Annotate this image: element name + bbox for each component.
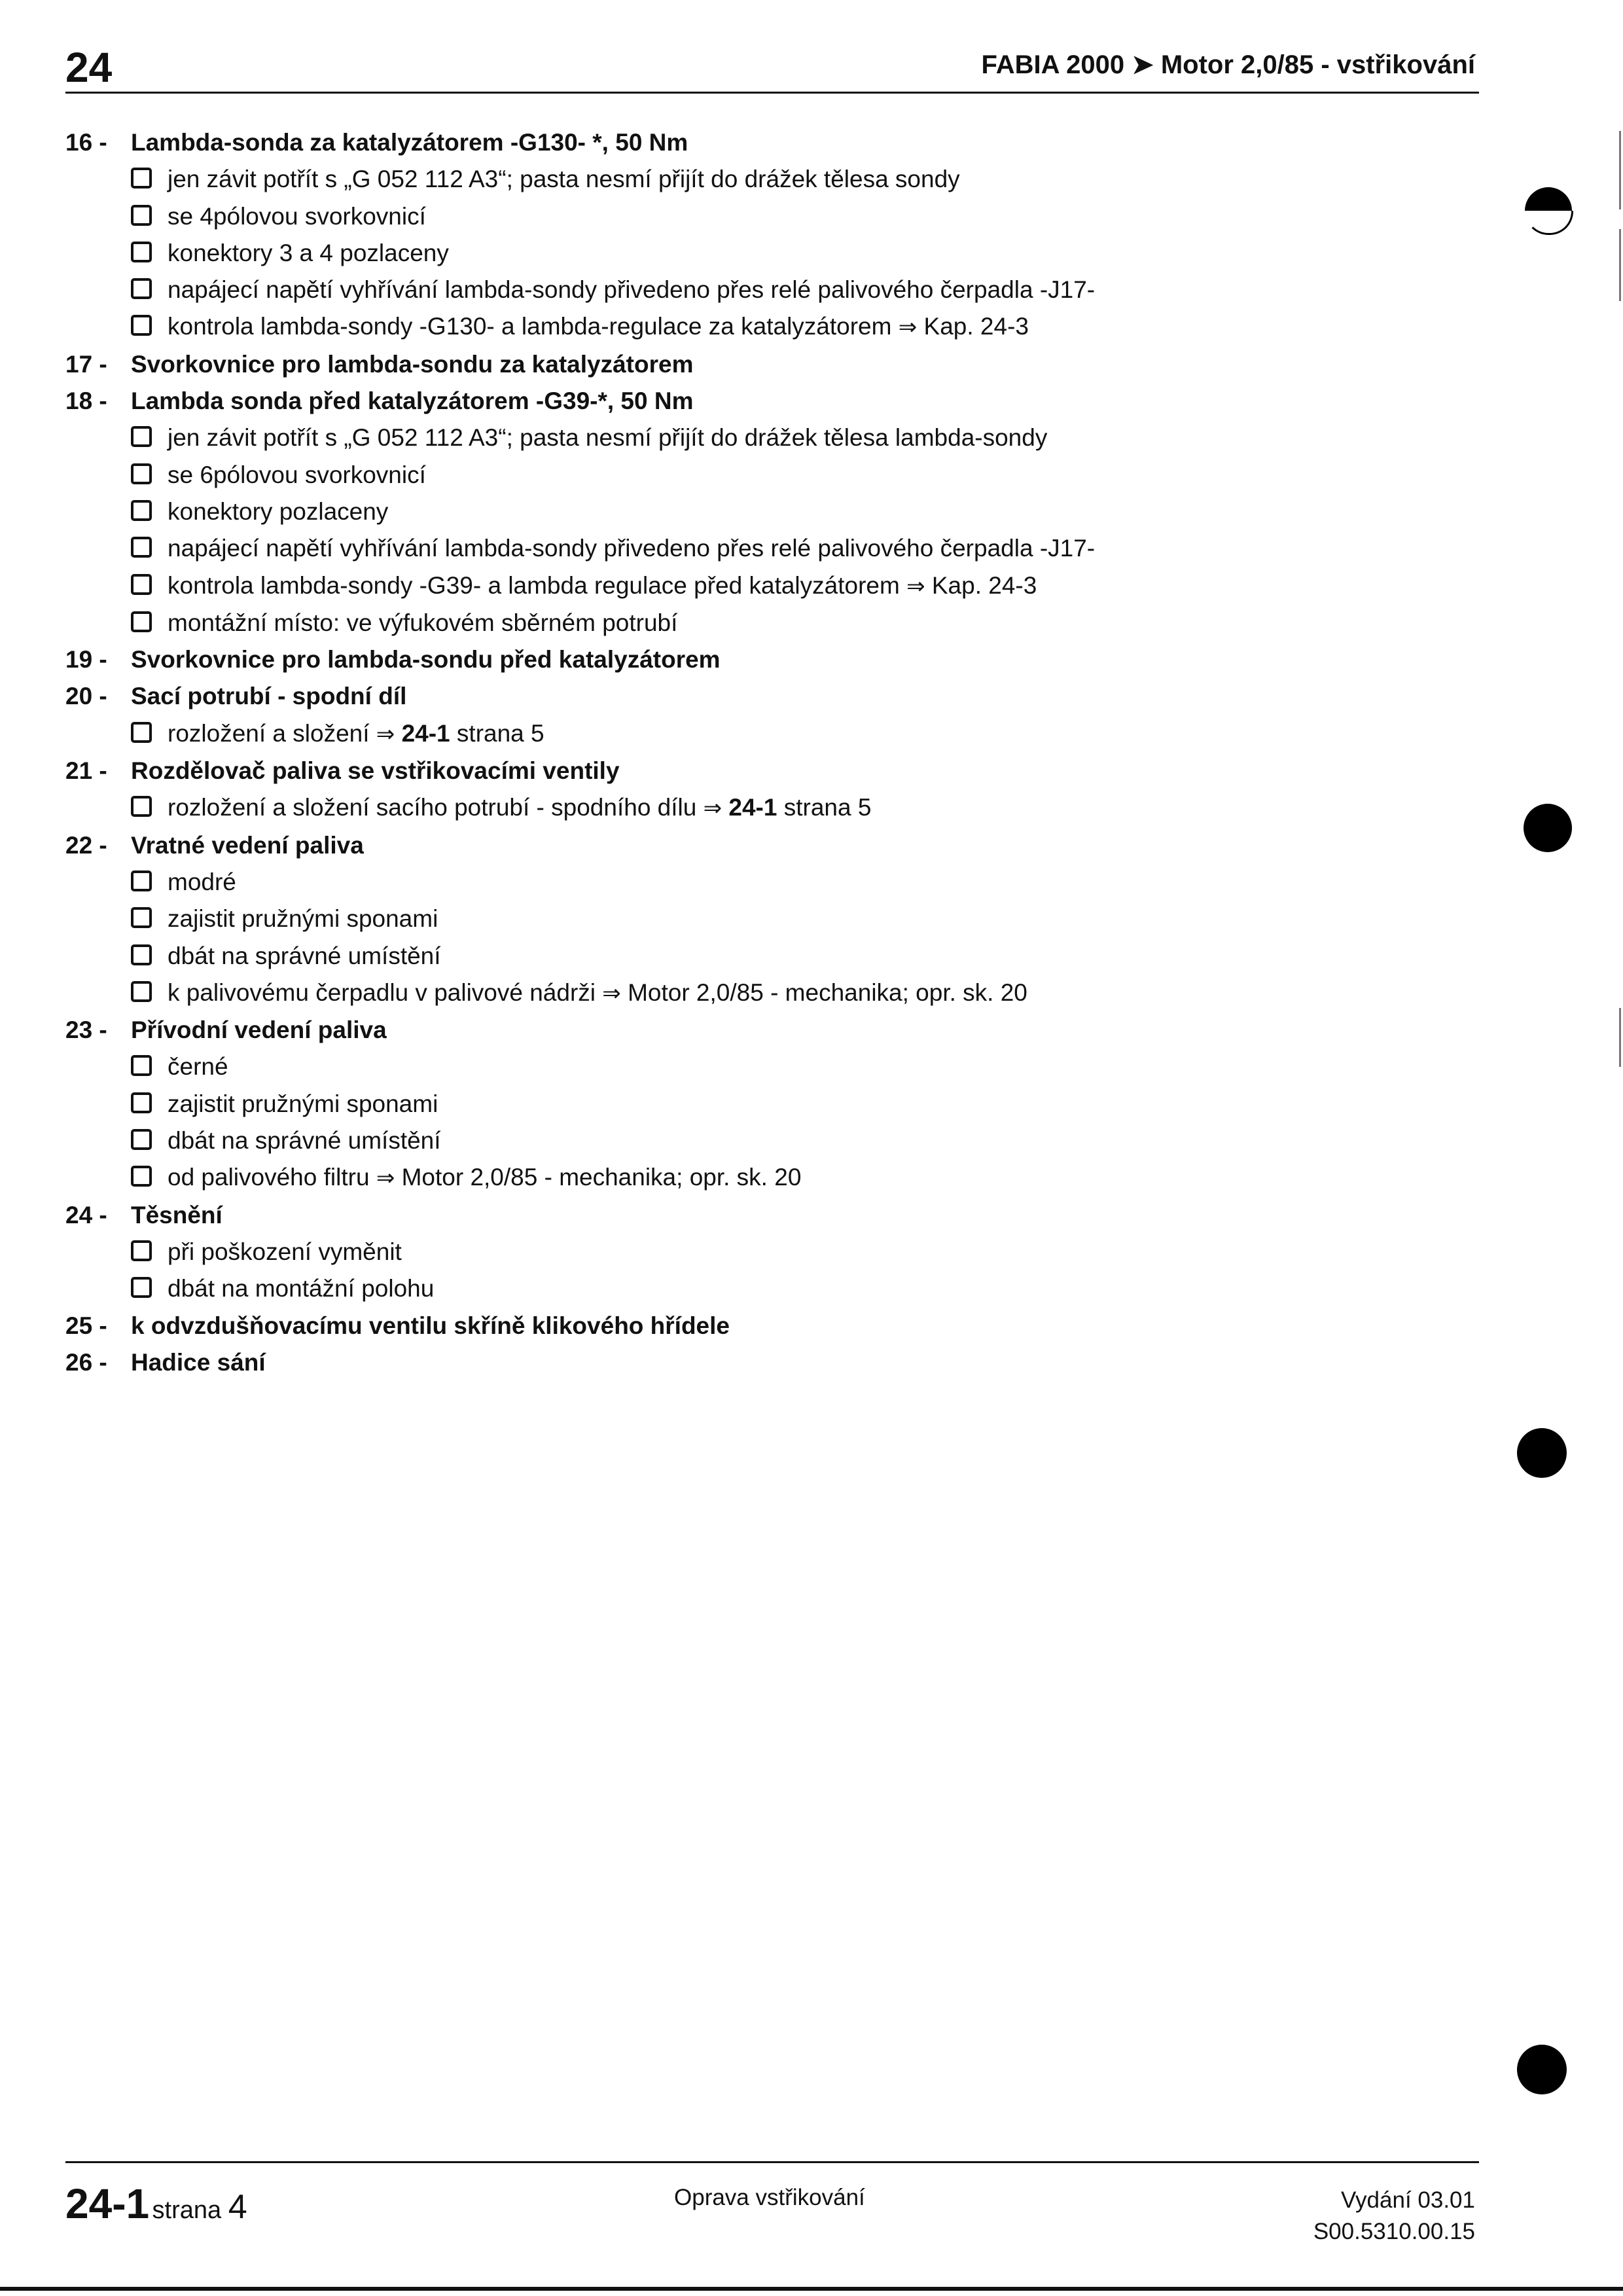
item-title: Sací potrubí - spodní díl [131, 683, 407, 710]
item-number: 16 - [65, 129, 107, 156]
bullet-item [65, 605, 1453, 641]
page-number: 24 [65, 44, 113, 91]
bullet-item [65, 789, 1453, 827]
item-title: Lambda-sonda za katalyzátorem -G130- *, 50 Nm [131, 129, 688, 156]
bullet-item [65, 530, 1453, 567]
list-item [65, 641, 1453, 678]
checkbox-square-icon [131, 168, 152, 188]
footer-edition: Vydání 03.01 [1341, 2187, 1475, 2213]
bullet-item [65, 1122, 1453, 1159]
item-title: Vratné vedení paliva [131, 831, 364, 859]
bullet-item [65, 715, 1453, 753]
bullet-text: konektory pozlaceny [168, 497, 389, 525]
bullet-text: od palivového filtru [168, 1164, 370, 1191]
punch-hole-icon [1524, 804, 1572, 852]
reference-code: 24-1 [401, 719, 450, 747]
bullet-item [65, 938, 1453, 975]
list-item [65, 678, 1453, 715]
bullet-text: montážní místo: ve výfukovém sběrném potrubí [168, 609, 678, 636]
list-item [65, 1344, 1453, 1381]
bullet-text: rozložení a složení sacího potrubí - spodního dílu [168, 794, 697, 821]
checkbox-square-icon [131, 426, 152, 447]
bullet-text: konektory 3 a 4 pozlaceny [168, 239, 449, 266]
item-number: 20 - [65, 683, 107, 710]
item-title: Přívodní vedení paliva [131, 1016, 387, 1044]
bullet-text: zajistit pružnými sponami [168, 905, 438, 933]
bullet-text: dbát na správné umístění [168, 1127, 441, 1155]
bullet-text: černé [168, 1053, 228, 1081]
bullet-item [65, 161, 1453, 198]
checkbox-square-icon [131, 278, 152, 299]
list-item [65, 1197, 1453, 1234]
reference-arrow-icon: ⇒ [906, 573, 925, 600]
reference-code: 24-1 [728, 794, 777, 821]
bullet-item [65, 493, 1453, 530]
bullet-item [65, 272, 1453, 308]
bullet-item [65, 1049, 1453, 1085]
list-item [65, 753, 1453, 789]
bullet-item [65, 235, 1453, 272]
bullet-item [65, 198, 1453, 235]
punch-hole-icon [1517, 1428, 1567, 1478]
checkbox-square-icon [131, 205, 152, 226]
bullet-text: jen závit potřít s „G 052 112 A3“; pasta nesmí přijít do drážek tělesa lambda-sondy [168, 424, 1048, 452]
page-bottom-edge [0, 2287, 1623, 2291]
reference-target: Kap. 24-3 [923, 313, 1029, 340]
bullet-text: rozložení a složení [168, 719, 370, 747]
checkbox-square-icon [131, 722, 152, 743]
reference-target: Kap. 24-3 [931, 571, 1037, 599]
checkbox-square-icon [131, 537, 152, 558]
checkbox-square-icon [131, 1092, 152, 1113]
reference-arrow-icon: ⇒ [602, 980, 621, 1007]
footer-chapter-title: Oprava vstřikování [674, 2185, 865, 2210]
checkbox-square-icon [131, 242, 152, 262]
edge-mark [1619, 131, 1621, 209]
bullet-text: se 4pólovou svorkovnicí [168, 202, 426, 230]
bullet-item [65, 457, 1453, 493]
item-number: 23 - [65, 1016, 107, 1044]
item-number: 22 - [65, 831, 107, 859]
checkbox-square-icon [131, 500, 152, 521]
bullet-text: modré [168, 868, 236, 895]
checkbox-square-icon [131, 1055, 152, 1076]
bullet-text: kontrola lambda-sondy -G130- a lambda-regulace za katalyzátorem [168, 313, 892, 340]
bullet-item [65, 1159, 1453, 1196]
checkbox-square-icon [131, 796, 152, 817]
reference-target: strana 5 [783, 794, 872, 821]
reference-target: Motor 2,0/85 - mechanika; opr. sk. 20 [628, 978, 1027, 1006]
footer-page-ref [65, 2179, 247, 2228]
footer-page-label: strana 4 [152, 2188, 247, 2226]
checkbox-square-icon [131, 611, 152, 632]
bullet-text: jen závit potřít s „G 052 112 A3“; pasta nesmí přijít do drážek tělesa sondy [168, 166, 960, 193]
bullet-item [65, 1270, 1453, 1307]
bullet-text: při poškození vyměnit [168, 1238, 402, 1265]
checkbox-square-icon [131, 944, 152, 965]
checkbox-square-icon [131, 1277, 152, 1298]
footer-divider [65, 2161, 1479, 2163]
bullet-item [65, 975, 1453, 1012]
punch-hole-half-icon [1525, 187, 1572, 211]
footer-edition-info [1313, 2185, 1475, 2248]
checkbox-square-icon [131, 870, 152, 891]
bullet-item [65, 1234, 1453, 1270]
bullet-text: k palivovému čerpadlu v palivové nádrži [168, 978, 596, 1006]
bullet-text: kontrola lambda-sondy -G39- a lambda regulace před katalyzátorem [168, 571, 900, 599]
item-number: 19 - [65, 646, 107, 673]
checkbox-square-icon [131, 463, 152, 484]
edge-mark [1619, 229, 1621, 301]
item-title: Svorkovnice pro lambda-sondu za katalyzátorem [131, 350, 694, 378]
bullet-item [65, 864, 1453, 901]
checkbox-square-icon [131, 1166, 152, 1187]
bullet-item [65, 420, 1453, 456]
list-item [65, 124, 1453, 161]
list-item [65, 383, 1453, 420]
bullet-text: dbát na montážní polohu [168, 1275, 435, 1302]
reference-target: strana 5 [456, 719, 544, 747]
footer-page-number: 4 [228, 2188, 247, 2226]
item-title: Hadice sání [131, 1348, 266, 1376]
item-title: Svorkovnice pro lambda-sondu před katalyzátorem [131, 646, 721, 673]
bullet-text: napájecí napětí vyhřívání lambda-sondy přivedeno přes relé palivového čerpadla -J17- [168, 276, 1096, 304]
reference-arrow-icon: ⇒ [376, 1165, 395, 1192]
item-number: 26 - [65, 1348, 107, 1376]
item-number: 25 - [65, 1312, 107, 1339]
punch-hole-icon [1517, 2045, 1567, 2094]
item-number: 18 - [65, 387, 107, 415]
bullet-item [65, 901, 1453, 937]
item-number: 24 - [65, 1201, 107, 1229]
bullet-text: napájecí napětí vyhřívání lambda-sondy přivedeno přes relé palivového čerpadla -J17- [168, 535, 1096, 562]
reference-target: Motor 2,0/85 - mechanika; opr. sk. 20 [401, 1164, 802, 1191]
item-number: 17 - [65, 350, 107, 378]
footer-doc-id: S00.5310.00.15 [1313, 2219, 1475, 2244]
item-title: k odvzdušňovacímu ventilu skříně klikového hřídele [131, 1312, 730, 1339]
footer-section-code: 24-1 [65, 2180, 150, 2227]
item-number: 21 - [65, 757, 107, 785]
reference-arrow-icon: ⇒ [898, 314, 918, 341]
bullet-item [65, 308, 1453, 346]
item-title: Těsnění [131, 1201, 223, 1229]
list-item [65, 1308, 1453, 1344]
list-item [65, 346, 1453, 383]
parts-list [65, 124, 1453, 1381]
bullet-text: dbát na správné umístění [168, 942, 441, 969]
punch-hole-outline-icon [1525, 211, 1573, 235]
edge-mark [1619, 1008, 1621, 1067]
bullet-item [65, 1086, 1453, 1122]
page-header-title: FABIA 2000 ➤ Motor 2,0/85 - vstřikování [981, 50, 1475, 79]
checkbox-square-icon [131, 574, 152, 595]
reference-arrow-icon: ⇒ [703, 795, 722, 822]
reference-arrow-icon: ⇒ [376, 721, 395, 747]
checkbox-square-icon [131, 315, 152, 336]
list-item [65, 1012, 1453, 1049]
bullet-item [65, 567, 1453, 605]
item-title: Lambda sonda před katalyzátorem -G39-*, 50 Nm [131, 387, 694, 415]
bullet-text: se 6pólovou svorkovnicí [168, 461, 426, 488]
checkbox-square-icon [131, 1129, 152, 1150]
checkbox-square-icon [131, 907, 152, 928]
checkbox-square-icon [131, 1240, 152, 1261]
header-divider [65, 92, 1479, 94]
list-item [65, 827, 1453, 864]
bullet-text: zajistit pružnými sponami [168, 1090, 438, 1117]
item-title: Rozdělovač paliva se vstřikovacími ventily [131, 757, 620, 785]
checkbox-square-icon [131, 981, 152, 1002]
